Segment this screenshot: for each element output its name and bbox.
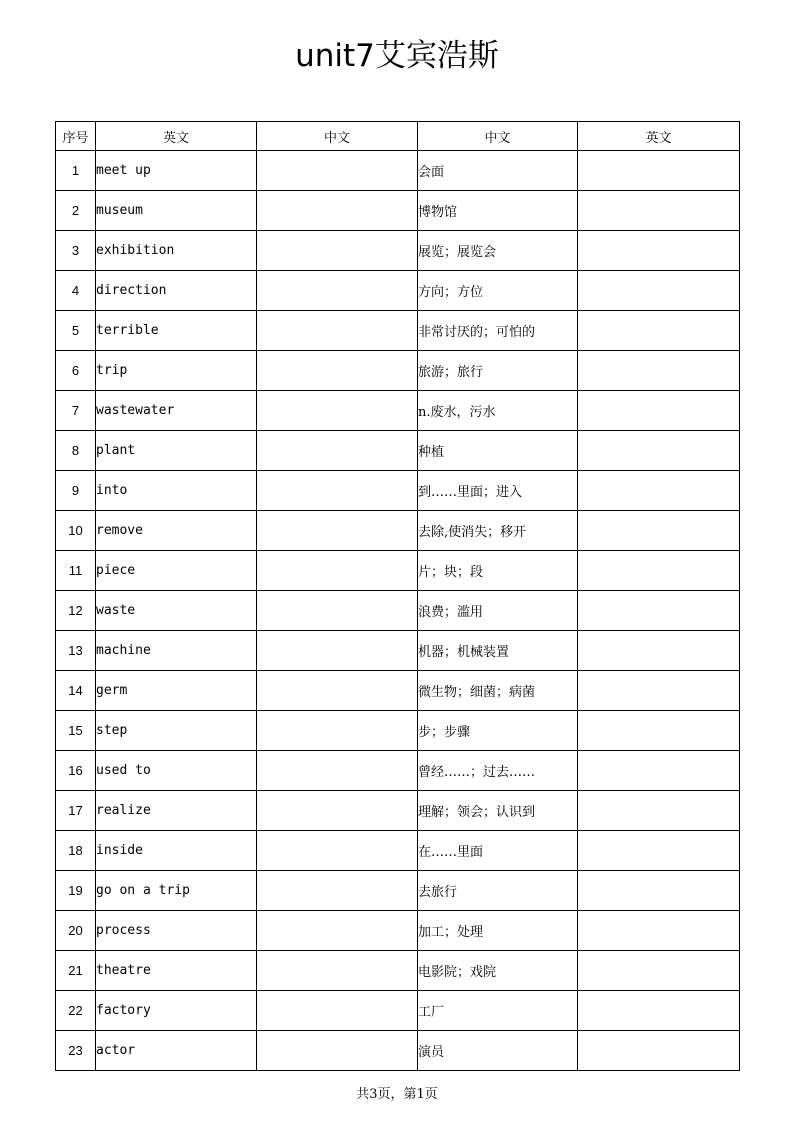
row-number: 11 [56,551,96,591]
chinese-meaning: 机器；机械装置 [418,631,578,671]
english-word: realize [96,791,257,831]
page-title: unit7艾宾浩斯 [295,38,499,74]
english-word: process [96,911,257,951]
chinese-meaning: 博物馆 [418,191,578,231]
table-row [56,1031,740,1071]
chinese-meaning: 工厂 [418,991,578,1031]
row-number: 21 [56,951,96,991]
english-answer-blank[interactable] [578,351,740,391]
english-answer-blank[interactable] [578,431,740,471]
chinese-meaning: 展览；展览会 [418,231,578,271]
english-answer-blank[interactable] [578,311,740,351]
page-footer: 共3页，第1页 [356,1087,438,1102]
row-number: 13 [56,631,96,671]
vocabulary-table [55,121,740,1071]
english-word: factory [96,991,257,1031]
chinese-answer-blank[interactable] [257,591,418,631]
row-number: 5 [56,311,96,351]
chinese-answer-blank[interactable] [257,151,418,191]
english-word: into [96,471,257,511]
english-answer-blank[interactable] [578,711,740,751]
english-word: remove [96,511,257,551]
table-row [56,271,740,311]
english-word: piece [96,551,257,591]
header-english-blank: 英文 [578,122,740,151]
english-word: terrible [96,311,257,351]
table-row [56,631,740,671]
english-answer-blank[interactable] [578,551,740,591]
row-number: 23 [56,1031,96,1071]
chinese-answer-blank[interactable] [257,831,418,871]
table-row [56,511,740,551]
english-answer-blank[interactable] [578,191,740,231]
row-number: 19 [56,871,96,911]
english-word: museum [96,191,257,231]
english-answer-blank[interactable] [578,1031,740,1071]
english-word: used to [96,751,257,791]
table-row [56,151,740,191]
english-answer-blank[interactable] [578,231,740,271]
english-word: wastewater [96,391,257,431]
chinese-meaning: 曾经……；过去…… [418,751,578,791]
english-answer-blank[interactable] [578,591,740,631]
english-answer-blank[interactable] [578,151,740,191]
chinese-meaning: 理解；领会；认识到 [418,791,578,831]
english-answer-blank[interactable] [578,391,740,431]
row-number: 4 [56,271,96,311]
row-number: 17 [56,791,96,831]
english-word: direction [96,271,257,311]
table-row [56,391,740,431]
table-row [56,311,740,351]
row-number: 18 [56,831,96,871]
table-row [56,711,740,751]
chinese-answer-blank[interactable] [257,711,418,751]
row-number: 8 [56,431,96,471]
table-row [56,191,740,231]
table-row [56,471,740,511]
table-row [56,871,740,911]
english-word: actor [96,1031,257,1071]
table-row [56,431,740,471]
chinese-meaning: 电影院；戏院 [418,951,578,991]
table-row [56,551,740,591]
header-row [56,122,740,151]
chinese-answer-blank[interactable] [257,271,418,311]
row-number: 7 [56,391,96,431]
chinese-meaning: 到……里面；进入 [418,471,578,511]
table-row [56,351,740,391]
header-number: 序号 [56,122,96,151]
table-row [56,751,740,791]
chinese-answer-blank[interactable] [257,471,418,511]
english-answer-blank[interactable] [578,271,740,311]
chinese-answer-blank[interactable] [257,631,418,671]
row-number: 15 [56,711,96,751]
english-word: go on a trip [96,871,257,911]
chinese-answer-blank[interactable] [257,391,418,431]
row-number: 6 [56,351,96,391]
row-number: 12 [56,591,96,631]
english-answer-blank[interactable] [578,951,740,991]
chinese-meaning: 在……里面 [418,831,578,871]
english-answer-blank[interactable] [578,991,740,1031]
row-number: 16 [56,751,96,791]
chinese-meaning: 去旅行 [418,871,578,911]
chinese-meaning: 非常讨厌的；可怕的 [418,311,578,351]
english-word: meet up [96,151,257,191]
chinese-meaning: 去除,使消失；移开 [418,511,578,551]
chinese-meaning: 加工；处理 [418,911,578,951]
english-word: exhibition [96,231,257,271]
english-word: inside [96,831,257,871]
header-english: 英文 [96,122,257,151]
row-number: 14 [56,671,96,711]
chinese-meaning: 会面 [418,151,578,191]
chinese-answer-blank[interactable] [257,791,418,831]
table-row [56,671,740,711]
english-word: machine [96,631,257,671]
chinese-answer-blank[interactable] [257,311,418,351]
english-answer-blank[interactable] [578,791,740,831]
chinese-answer-blank[interactable] [257,911,418,951]
chinese-answer-blank[interactable] [257,991,418,1031]
table-row [56,591,740,631]
chinese-meaning: 步；步骤 [418,711,578,751]
chinese-meaning: 浪费；滥用 [418,591,578,631]
table-row [56,911,740,951]
chinese-meaning: 方向；方位 [418,271,578,311]
header-chinese: 中文 [418,122,578,151]
english-answer-blank[interactable] [578,911,740,951]
english-answer-blank[interactable] [578,831,740,871]
table-row [56,831,740,871]
english-word: theatre [96,951,257,991]
header-chinese-blank: 中文 [257,122,418,151]
english-answer-blank[interactable] [578,871,740,911]
english-answer-blank[interactable] [578,671,740,711]
row-number: 1 [56,151,96,191]
chinese-answer-blank[interactable] [257,191,418,231]
table-row [56,791,740,831]
chinese-answer-blank[interactable] [257,871,418,911]
chinese-answer-blank[interactable] [257,551,418,591]
chinese-answer-blank[interactable] [257,511,418,551]
english-word: germ [96,671,257,711]
row-number: 9 [56,471,96,511]
chinese-answer-blank[interactable] [257,431,418,471]
chinese-answer-blank[interactable] [257,951,418,991]
chinese-meaning: 片；块；段 [418,551,578,591]
chinese-meaning: n.废水，污水 [418,391,578,431]
english-word: waste [96,591,257,631]
chinese-meaning: 旅游；旅行 [418,351,578,391]
row-number: 3 [56,231,96,271]
row-number: 10 [56,511,96,551]
english-answer-blank[interactable] [578,631,740,671]
chinese-meaning: 演员 [418,1031,578,1071]
table-row [56,951,740,991]
table-row [56,231,740,271]
english-answer-blank[interactable] [578,511,740,551]
english-word: step [96,711,257,751]
english-answer-blank[interactable] [578,751,740,791]
english-answer-blank[interactable] [578,471,740,511]
english-word: plant [96,431,257,471]
table-row [56,991,740,1031]
row-number: 20 [56,911,96,951]
english-word: trip [96,351,257,391]
chinese-meaning: 微生物；细菌；病菌 [418,671,578,711]
chinese-answer-blank[interactable] [257,1031,418,1071]
chinese-answer-blank[interactable] [257,351,418,391]
row-number: 22 [56,991,96,1031]
chinese-answer-blank[interactable] [257,231,418,271]
row-number: 2 [56,191,96,231]
chinese-meaning: 种植 [418,431,578,471]
chinese-answer-blank[interactable] [257,671,418,711]
chinese-answer-blank[interactable] [257,751,418,791]
